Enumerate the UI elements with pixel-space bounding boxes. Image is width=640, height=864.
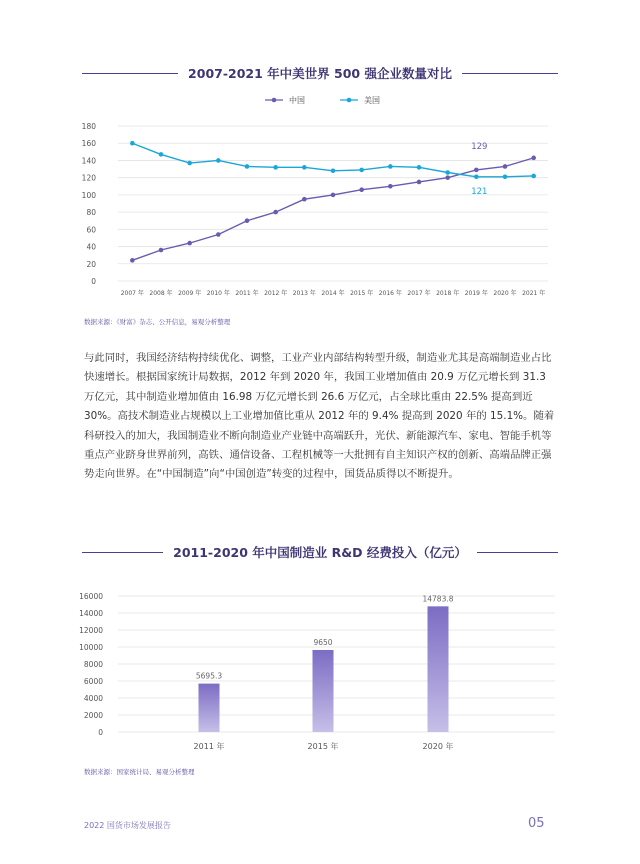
series-1-point	[216, 232, 221, 237]
annotation-label: 121	[471, 186, 488, 197]
x-tick-label: 2015 年	[350, 290, 374, 297]
series-1-point	[331, 193, 336, 198]
x-tick-label: 2016 年	[378, 290, 402, 297]
series-1-point	[302, 197, 307, 202]
y-tick-label: 14000	[79, 609, 103, 618]
title-rule-left	[82, 73, 178, 74]
y-tick-label: 160	[81, 139, 96, 149]
legend-label: 中国	[289, 96, 305, 105]
series-2-point	[245, 164, 250, 169]
chart2-grid	[118, 596, 555, 732]
bar-value-label: 5695.3	[195, 671, 223, 681]
series-2-point	[359, 168, 364, 173]
x-tick-label: 2018 年	[436, 290, 460, 297]
series-2-point	[130, 141, 135, 146]
series-1-point	[130, 258, 135, 263]
y-tick-label: 0	[98, 728, 103, 737]
series-1-point	[159, 248, 164, 253]
bar	[428, 606, 449, 732]
chart2-title: 2011-2020 年中国制造业 R&D 经费投入（亿元）	[173, 545, 467, 560]
y-tick-label: 80	[86, 208, 96, 218]
series-1-point	[531, 156, 536, 161]
series-2-point	[159, 152, 164, 157]
series-line-1	[132, 158, 533, 260]
title-rule-right	[477, 552, 558, 553]
y-tick-label: 60	[86, 225, 96, 235]
series-2-point	[388, 164, 393, 169]
series-1-point	[245, 218, 250, 223]
x-tick-label: 2007 年	[120, 290, 144, 297]
y-tick-label: 4000	[83, 694, 103, 703]
y-tick-label: 8000	[83, 660, 103, 669]
x-tick-label: 2011 年	[235, 290, 259, 297]
series-2-point	[216, 158, 221, 163]
series-2-point	[302, 165, 307, 170]
y-tick-label: 120	[81, 173, 96, 183]
title-rule-left	[82, 552, 163, 553]
y-tick-label: 6000	[83, 677, 103, 686]
x-tick-label: 2009 年	[178, 290, 202, 297]
x-tick-label: 2012 年	[264, 290, 288, 297]
series-2-point	[273, 165, 278, 170]
x-tick-label: 2011 年	[193, 742, 225, 751]
chart1-series	[130, 141, 536, 263]
chart2-source: 数据来源：国家统计局、易观分析整理	[84, 768, 195, 776]
x-tick-label: 2013 年	[292, 290, 316, 297]
y-tick-label: 20	[86, 259, 96, 269]
chart2-bars	[199, 606, 449, 732]
x-tick-label: 2017 年	[407, 290, 431, 297]
series-2-point	[331, 168, 336, 173]
y-tick-label: 180	[81, 122, 96, 131]
chart1-source: 数据来源：《财富》杂志、公开信息，易观分析整理	[84, 318, 231, 326]
footer-report-name: 2022 国货市场发展报告	[84, 821, 171, 830]
legend-label: 美国	[364, 96, 380, 105]
title-rule-right	[462, 73, 558, 74]
y-tick-label: 100	[81, 190, 96, 200]
series-1-point	[187, 241, 192, 246]
x-tick-label: 2008 年	[149, 290, 173, 297]
series-2-point	[474, 175, 479, 180]
y-tick-label: 0	[91, 277, 96, 286]
y-tick-label: 16000	[79, 592, 103, 601]
bar	[199, 684, 220, 732]
bar-value-label: 14783.8	[422, 594, 454, 604]
bar-value-label: 9650	[313, 637, 333, 647]
series-1-point	[388, 184, 393, 189]
y-tick-label: 10000	[79, 643, 103, 652]
y-tick-label: 40	[86, 242, 96, 252]
series-2-point	[531, 174, 536, 179]
series-2-point	[503, 175, 508, 180]
annotation-label: 129	[471, 141, 488, 152]
y-tick-label: 12000	[79, 626, 103, 635]
footer-page-number: 05	[528, 816, 545, 831]
legend-swatch-dot	[347, 98, 352, 103]
x-tick-label: 2014 年	[321, 290, 345, 297]
x-tick-label: 2020 年	[493, 290, 517, 297]
legend-swatch-dot	[272, 98, 277, 103]
series-1-point	[417, 180, 422, 185]
y-tick-label: 140	[81, 156, 96, 166]
chart2-y-ticks	[79, 592, 103, 737]
chart1-legend	[265, 95, 380, 105]
series-1-point	[474, 168, 479, 173]
series-1-point	[445, 175, 450, 180]
series-2-point	[445, 170, 450, 175]
x-tick-label: 2015 年	[307, 742, 339, 751]
series-1-point	[273, 210, 278, 215]
x-tick-label: 2010 年	[206, 290, 230, 297]
x-tick-label: 2020 年	[422, 742, 454, 751]
chart1-title: 2007-2021 年中美世界 500 强企业数量对比	[188, 66, 452, 81]
series-1-point	[359, 187, 364, 192]
chart1-title-row	[82, 63, 558, 83]
chart1-y-ticks	[82, 122, 97, 286]
series-2-point	[417, 165, 422, 170]
chart2-title-row	[82, 542, 558, 562]
series-1-point	[503, 164, 508, 169]
chart2-x-ticks	[194, 741, 454, 751]
body-paragraph: 与此同时，我国经济结构持续优化、调整，工业产业内部结构转型升级，制造业尤其是高端制造业占比快速增长。根据国家统计局数据，2012 年到 2020 年，我国工业增加值由 20.9 万亿元增长到 31.3 万亿元，其中制造业增加值由 16.98 万亿元增长到 26.6 万亿元，占全球比重由 22.5% 提高到近 30%。高技术制造业占规模以上工业增加值比重从 2012 年的 9.4% 提高到 2020 年的 15.1%。随着科研投入的加大，我国制造业不断向制造业产业链中高端跃升，光伏、新能源汽车、家电、智能手机等重点产业跻身世界前列，高铁、通信设备、工程机械等一大批拥有自主知识产权的创新、高端品牌正强势走向世界。在“中国制造”向“中国创造”转变的过程中，国货品质得以不断提升。	[84, 352, 555, 481]
chart1-x-ticks	[121, 289, 546, 297]
x-tick-label: 2021 年	[522, 290, 546, 297]
bar-chart-rd	[0, 570, 640, 770]
x-tick-label: 2019 年	[464, 290, 488, 297]
y-tick-label: 2000	[83, 711, 103, 720]
series-2-point	[187, 161, 192, 166]
line-chart-top500	[0, 88, 640, 328]
bar	[313, 650, 334, 732]
